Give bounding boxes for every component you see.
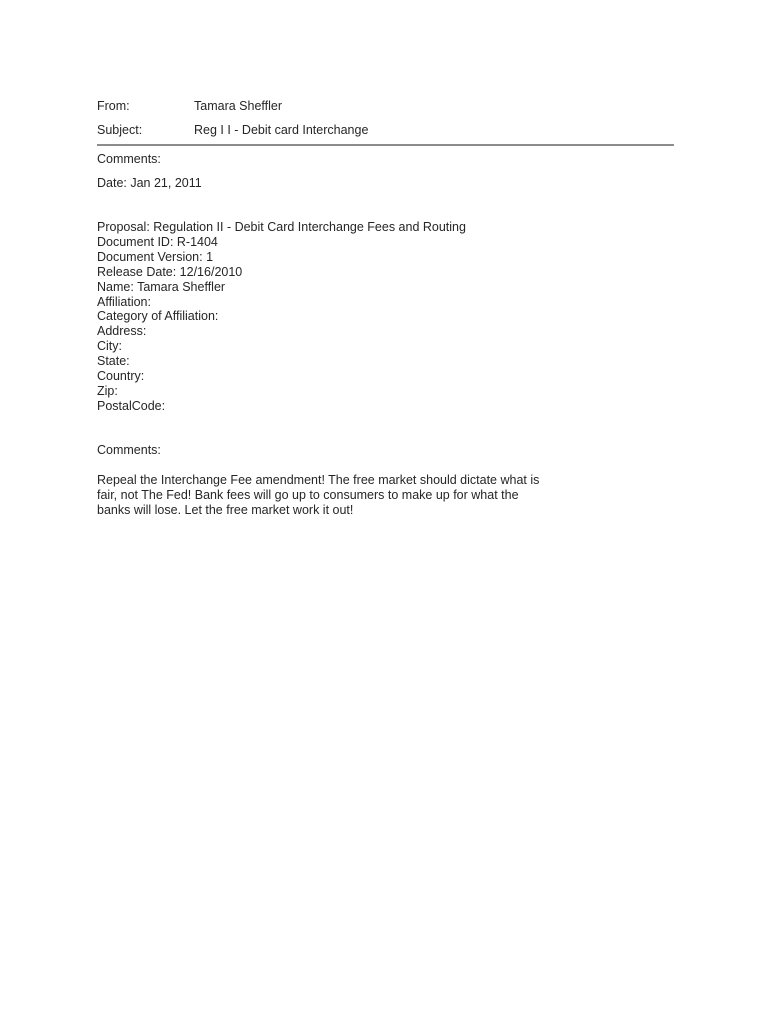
subject-row [97, 123, 368, 139]
detail-proposal: Proposal: Regulation II - Debit Card Interchange Fees and Routing [97, 220, 466, 234]
comment-line: banks will lose. Let the free market work it out! [97, 503, 354, 517]
date-line: Date: Jan 21, 2011 [97, 176, 202, 190]
from-label: From: [97, 99, 130, 113]
comment-body [97, 473, 557, 518]
detail-postal-code: PostalCode: [97, 398, 166, 413]
detail-country: Country: [97, 369, 145, 384]
detail-city: City: [97, 339, 122, 354]
detail-state: State: [97, 354, 130, 369]
comments-label-top: Comments: [97, 152, 161, 166]
detail-affiliation: Affiliation: [97, 294, 151, 309]
detail-document-id: Document ID: R-1404 [97, 234, 218, 249]
comment-line: Repeal the Interchange Fee amendment! The free market should dictate what is [97, 473, 540, 487]
comments-label: Comments: [97, 443, 161, 457]
comment-line: fair, not The Fed! Bank fees will go up to consumers to make up for what the [97, 488, 519, 502]
detail-release-date: Release Date: 12/16/2010 [97, 264, 243, 279]
detail-name: Name: Tamara Sheffler [97, 279, 226, 294]
subject-value: Reg I I - Debit card Interchange [194, 123, 369, 137]
from-value: Tamara Sheffler [194, 99, 283, 113]
detail-address: Address: [97, 324, 147, 339]
submission-details [97, 220, 466, 414]
detail-category-of-affiliation: Category of Affiliation: [97, 309, 219, 324]
from-row [97, 99, 282, 115]
detail-document-version: Document Version: 1 [97, 249, 214, 264]
header-divider [97, 144, 674, 146]
detail-zip: Zip: [97, 383, 118, 398]
subject-label: Subject: [97, 123, 143, 137]
